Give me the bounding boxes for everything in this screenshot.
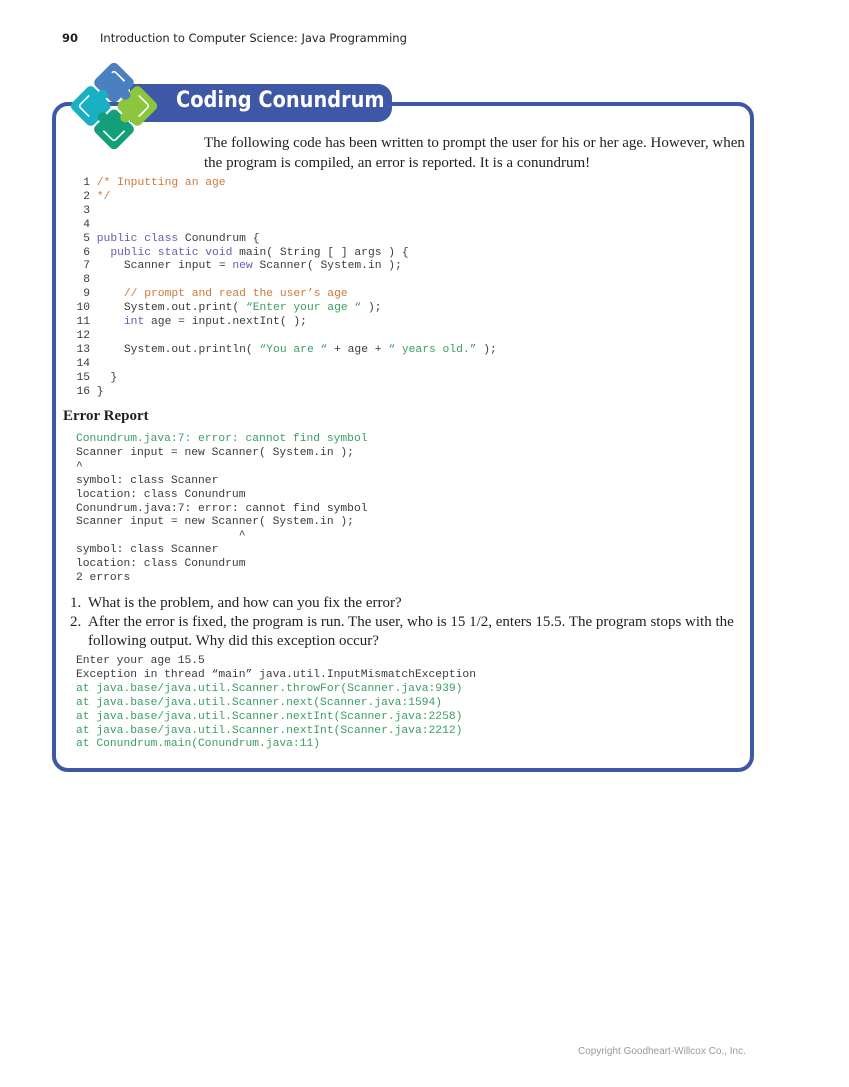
book-title: Introduction to Computer Science: Java Programming	[100, 31, 407, 45]
code-listing: 1 /* Inputting an age 2 */ 3 4 5 public class Conundrum { 6 public static void main( String [ ] args ) { 7 Scanner input = new Scanner( System.in ); 8 9 // prompt and read the user’s age 10 System.out.print( “Enter your age “ ); 11 int age = input.nextInt( ); 12 13 System.out.println( “You are “ + age + “ years old.” ); 14 15 } 16 }	[76, 177, 497, 398]
feature-title: Coding Conundrum	[176, 88, 385, 113]
question-2: 2. After the error is fixed, the program is run. The user, who is 15 1/2, enters 15.5. The program stops with the following output. Why did this exception occur?	[70, 614, 734, 649]
runtime-output: Enter your age 15.5 Exception in thread “main” java.util.InputMismatchException at java.base/java.util.Scanner.throwFor(Scanner.java:939) at java.base/java.util.Scanner.next(Scanner.java:1594) at java.base/java.util.Scanner.nextInt(Scanner.java:2258) at java.base/java.util.Scanner.nextInt(Scanner.java:2212) at Conundrum.main(Conundrum.java:11)	[76, 655, 476, 751]
error-report-output: Conundrum.java:7: error: cannot find symbol Scanner input = new Scanner( System.in ); ^ symbol: class Scanner location: class Conundrum Conundrum.java:7: error: cannot find symbol Scanner input = new Scanner( System.in ); ^ symbol: class Scanner location: class Conundrum 2 errors	[76, 433, 368, 585]
puzzle-pieces-icon	[62, 54, 166, 158]
intro-paragraph: The following code has been written to prompt the user for his or her age. However, when the program is compiled, an error is reported. It is a conundrum!	[204, 135, 745, 171]
code-comment: /* Inputting an age	[96, 177, 226, 189]
running-header	[62, 31, 407, 45]
page-number: 90	[62, 31, 79, 45]
copyright-notice: Copyright Goodheart-Willcox Co., Inc.	[578, 1046, 746, 1057]
question-1: 1. What is the problem, and how can you fix the error?	[70, 595, 402, 611]
error-report-heading: Error Report	[63, 408, 149, 424]
